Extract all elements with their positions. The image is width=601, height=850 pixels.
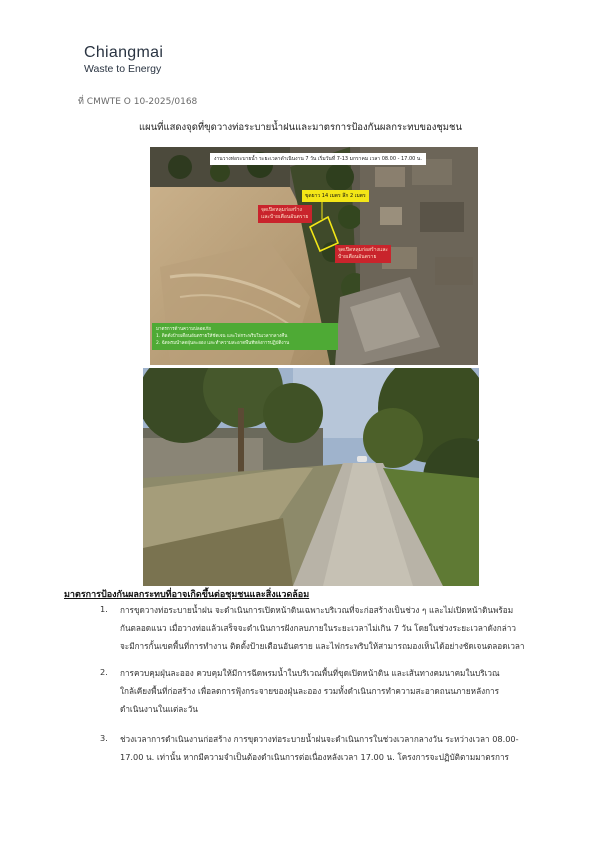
measure-text-line: จะมีการกั้นเขตพื้นที่การทำงาน ติดตั้งป้ายเตือนอันตราย และไฟกระพริบให้สามารถมองเห็นได้อย่างชัดเจนตลอดเวลา: [120, 641, 525, 651]
logo-brand: Chiangmai: [84, 44, 164, 61]
dimension-label: ขุดยาว 14 เมตร ลึก 2 เมตร: [302, 190, 369, 202]
safety-title: มาตรการด้านความปลอดภัย: [156, 327, 211, 332]
measure-text-line: 17.00 น. เท่านั้น หากมีความจำเป็นต้องดำเนินการต่อเนื่องหลังเวลา 17.00 น. โครงการจะปฏิบัติตามมาตรการ: [120, 752, 509, 762]
page-title: แผนที่แสดงจุดที่ขุดวางท่อระบายน้ำฝนและมาตรการป้องกันผลกระทบของชุมชน: [139, 122, 462, 133]
measure-text-line: การควบคุมฝุ่นละออง ควบคุมให้มีการฉีดพรมน้ำในบริเวณพื้นที่ขุดเปิดหน้าดิน และเส้นทางคมนาคมในบริเวณ: [120, 668, 500, 678]
safety-measures-box: [152, 323, 338, 350]
company-logo: [84, 44, 163, 75]
safety-line-1: 1. ติดตั้งป้ายเตือนอันตรายให้ชัดเจน และไฟกระพริบในเวลากลางคืน: [156, 334, 288, 339]
measure-number: 1.: [100, 604, 108, 614]
road-photo-illustration: [143, 368, 479, 586]
aerial-map-image: [150, 147, 478, 365]
measure-number: 2.: [100, 667, 108, 677]
measure-text-line: ใกล้เคียงพื้นที่ก่อสร้าง เพื่อลดการฟุ้งกระจายของฝุ่นละออง รวมทั้งดำเนินการทำความสะอาดถนนภายหลังการ: [120, 686, 500, 696]
safety-line-2: 2. ฉีดพรมน้ำลดฝุ่นละออง และทำความสะอาดพื้นที่หลังการปฏิบัติงาน: [156, 341, 290, 346]
logo-tagline: Waste to Energy: [84, 63, 162, 75]
warning-label-right: จุดเปิดหลุมก่อสร้างและป้ายเตือนอันตราย: [335, 245, 391, 263]
measure-text-line: ช่วงเวลาการดำเนินงานก่อสร้าง การขุดวางท่อระบายน้ำฝนจะดำเนินการในช่วงเวลากลางวัน ระหว่างเวลา 08.00-: [120, 734, 519, 744]
measure-text-line: ดำเนินงานในแต่ละวัน: [120, 704, 198, 714]
measure-text-line: การขุดวางท่อระบายน้ำฝน จะดำเนินการเปิดหน้าดินเฉพาะบริเวณที่จะก่อสร้างเป็นช่วง ๆ และไม่เปิดหน้าดินพร้อม: [120, 605, 514, 615]
map-banner-label: งานวางท่อระบายน้ำ ระยะเวลาดำเนินงาน 7 วัน เริ่มวันที่ 7-13 มกราคม เวลา 08.00 - 17.00 น.: [210, 153, 426, 165]
section-heading: มาตรการป้องกันผลกระทบที่อาจเกิดขึ้นต่อชุมชนและสิ่งแวดล้อม: [64, 590, 310, 600]
measure-number: 3.: [100, 733, 108, 743]
warning-label-left: จุดเปิดหลุมก่อสร้างและป้ายเตือนอันตราย: [258, 205, 312, 223]
document-number: ที่ CMWTE O 10-2025/0168: [78, 97, 198, 107]
site-road-photo: [143, 368, 479, 586]
measure-text-line: กันตลอดแนว เมื่อวางท่อแล้วเสร็จจะดำเนินการฝังกลบภายในระยะเวลาไม่เกิน 7 วัน โดยในช่วงระยะเวลาดังกล่าว: [120, 623, 516, 633]
